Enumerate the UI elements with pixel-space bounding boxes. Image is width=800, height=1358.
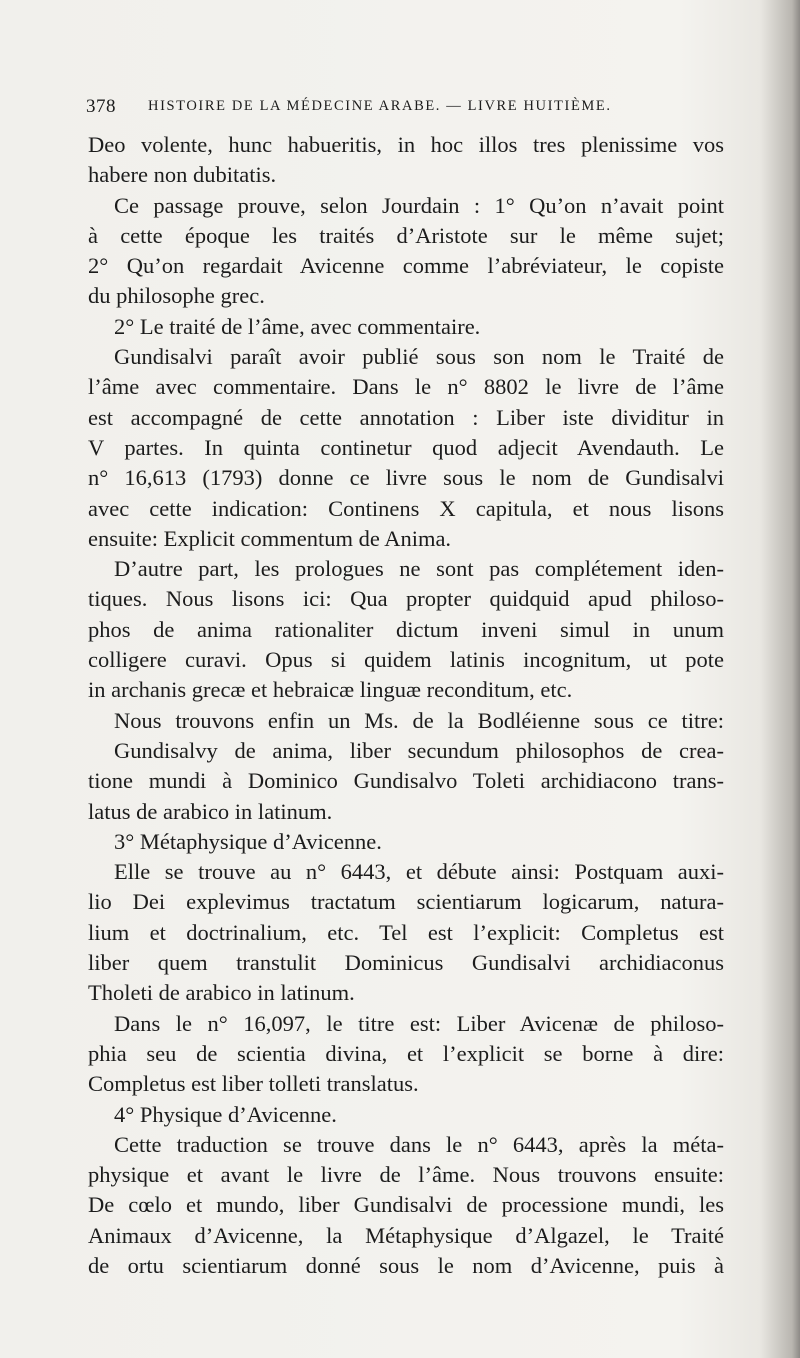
text-line: 2° Le traité de l’âme, avec commentaire. xyxy=(114,313,481,339)
text-line: du philosophe grec. xyxy=(88,283,265,309)
text-line: phia seu de scientia divina, et l’explicit se borne à dire: xyxy=(88,1040,724,1066)
text-line: Tholeti de arabico in latinum. xyxy=(88,980,355,1006)
text-line: lio Dei explevimus tractatum scientiarum logicarum, natura- xyxy=(88,889,724,915)
text-line: lium et doctrinalium, etc. Tel est l’explicit: Completus est xyxy=(88,919,724,945)
text-line: phos de anima rationaliter dictum inveni simul in unum xyxy=(88,616,724,642)
text-line: V partes. In quinta continetur quod adjecit Avendauth. Le xyxy=(88,434,724,460)
text-line: colligere curavi. Opus si quidem latinis incognitum, ut pote xyxy=(88,647,724,673)
text-line: D’autre part, les prologues ne sont pas complétement iden- xyxy=(114,556,724,582)
running-title: HISTOIRE DE LA MÉDECINE ARABE. — LIVRE HUITIÈME. xyxy=(148,98,612,114)
text-line: Nous trouvons enfin un Ms. de la Bodléienne sous ce titre: xyxy=(114,707,724,733)
text-line: Deo volente, hunc habueritis, in hoc illos tres plenissime vos xyxy=(88,132,724,157)
text-line: Gundisalvi paraît avoir publié sous son nom le Traité de xyxy=(114,344,724,370)
body-text xyxy=(88,130,724,1281)
text-line: n° 16,613 (1793) donne ce livre sous le nom de Gundisalvi xyxy=(88,465,724,491)
text-line: tione mundi à Dominico Gundisalvo Toleti archidiacono trans- xyxy=(88,768,724,794)
text-line: Elle se trouve au n° 6443, et débute ainsi: Postquam auxi- xyxy=(114,859,724,885)
text-line: 2° Qu’on regardait Avicenne comme l’abréviateur, le copiste xyxy=(88,253,724,279)
text-line: latus de arabico in latinum. xyxy=(88,798,333,824)
text-line: tiques. Nous lisons ici: Qua propter quidquid apud philoso- xyxy=(88,586,724,612)
text-line: 4° Physique d’Avicenne. xyxy=(114,1101,337,1127)
text-line: Gundisalvy de anima, liber secundum philosophos de crea- xyxy=(114,737,724,763)
text-line: Ce passage prouve, selon Jourdain : 1° Qu’on n’avait point xyxy=(114,192,724,218)
text-line: ensuite: Explicit commentum de Anima. xyxy=(88,525,452,551)
text-line: Animaux d’Avicenne, la Métaphysique d’Algazel, le Traité xyxy=(88,1222,724,1248)
text-line: Cette traduction se trouve dans le n° 6443, après la méta- xyxy=(114,1131,724,1157)
text-line: est accompagné de cette annotation : Liber iste dividitur in xyxy=(88,404,724,430)
text-line: avec cette indication: Continens X capitula, et nous lisons xyxy=(88,495,724,521)
text-line: Completus est liber tolleti translatus. xyxy=(88,1071,419,1097)
text-line: l’âme avec commentaire. Dans le n° 8802 le livre de l’âme xyxy=(88,374,724,400)
text-line: De cœlo et mundo, liber Gundisalvi de processione mundi, les xyxy=(88,1192,724,1218)
text-line: in archanis grecæ et hebraicæ linguæ reconditum, etc. xyxy=(88,677,573,703)
text-line: à cette époque les traités d’Aristote sur le même sujet; xyxy=(88,222,724,248)
text-line: habere non dubitatis. xyxy=(88,162,277,188)
text-line: physique et avant le livre de l’âme. Nous trouvons ensuite: xyxy=(88,1162,724,1188)
text-line: Dans le n° 16,097, le titre est: Liber Avicenæ de philoso- xyxy=(114,1010,724,1036)
text-line: 3° Métaphysique d’Avicenne. xyxy=(114,828,382,854)
text-line: de ortu scientiarum donné sous le nom d’Avicenne, puis à xyxy=(88,1252,724,1278)
running-header xyxy=(86,96,716,118)
page-number: 378 xyxy=(86,96,116,117)
text-line: liber quem transtulit Dominicus Gundisalvi archidiaconus xyxy=(88,950,724,976)
